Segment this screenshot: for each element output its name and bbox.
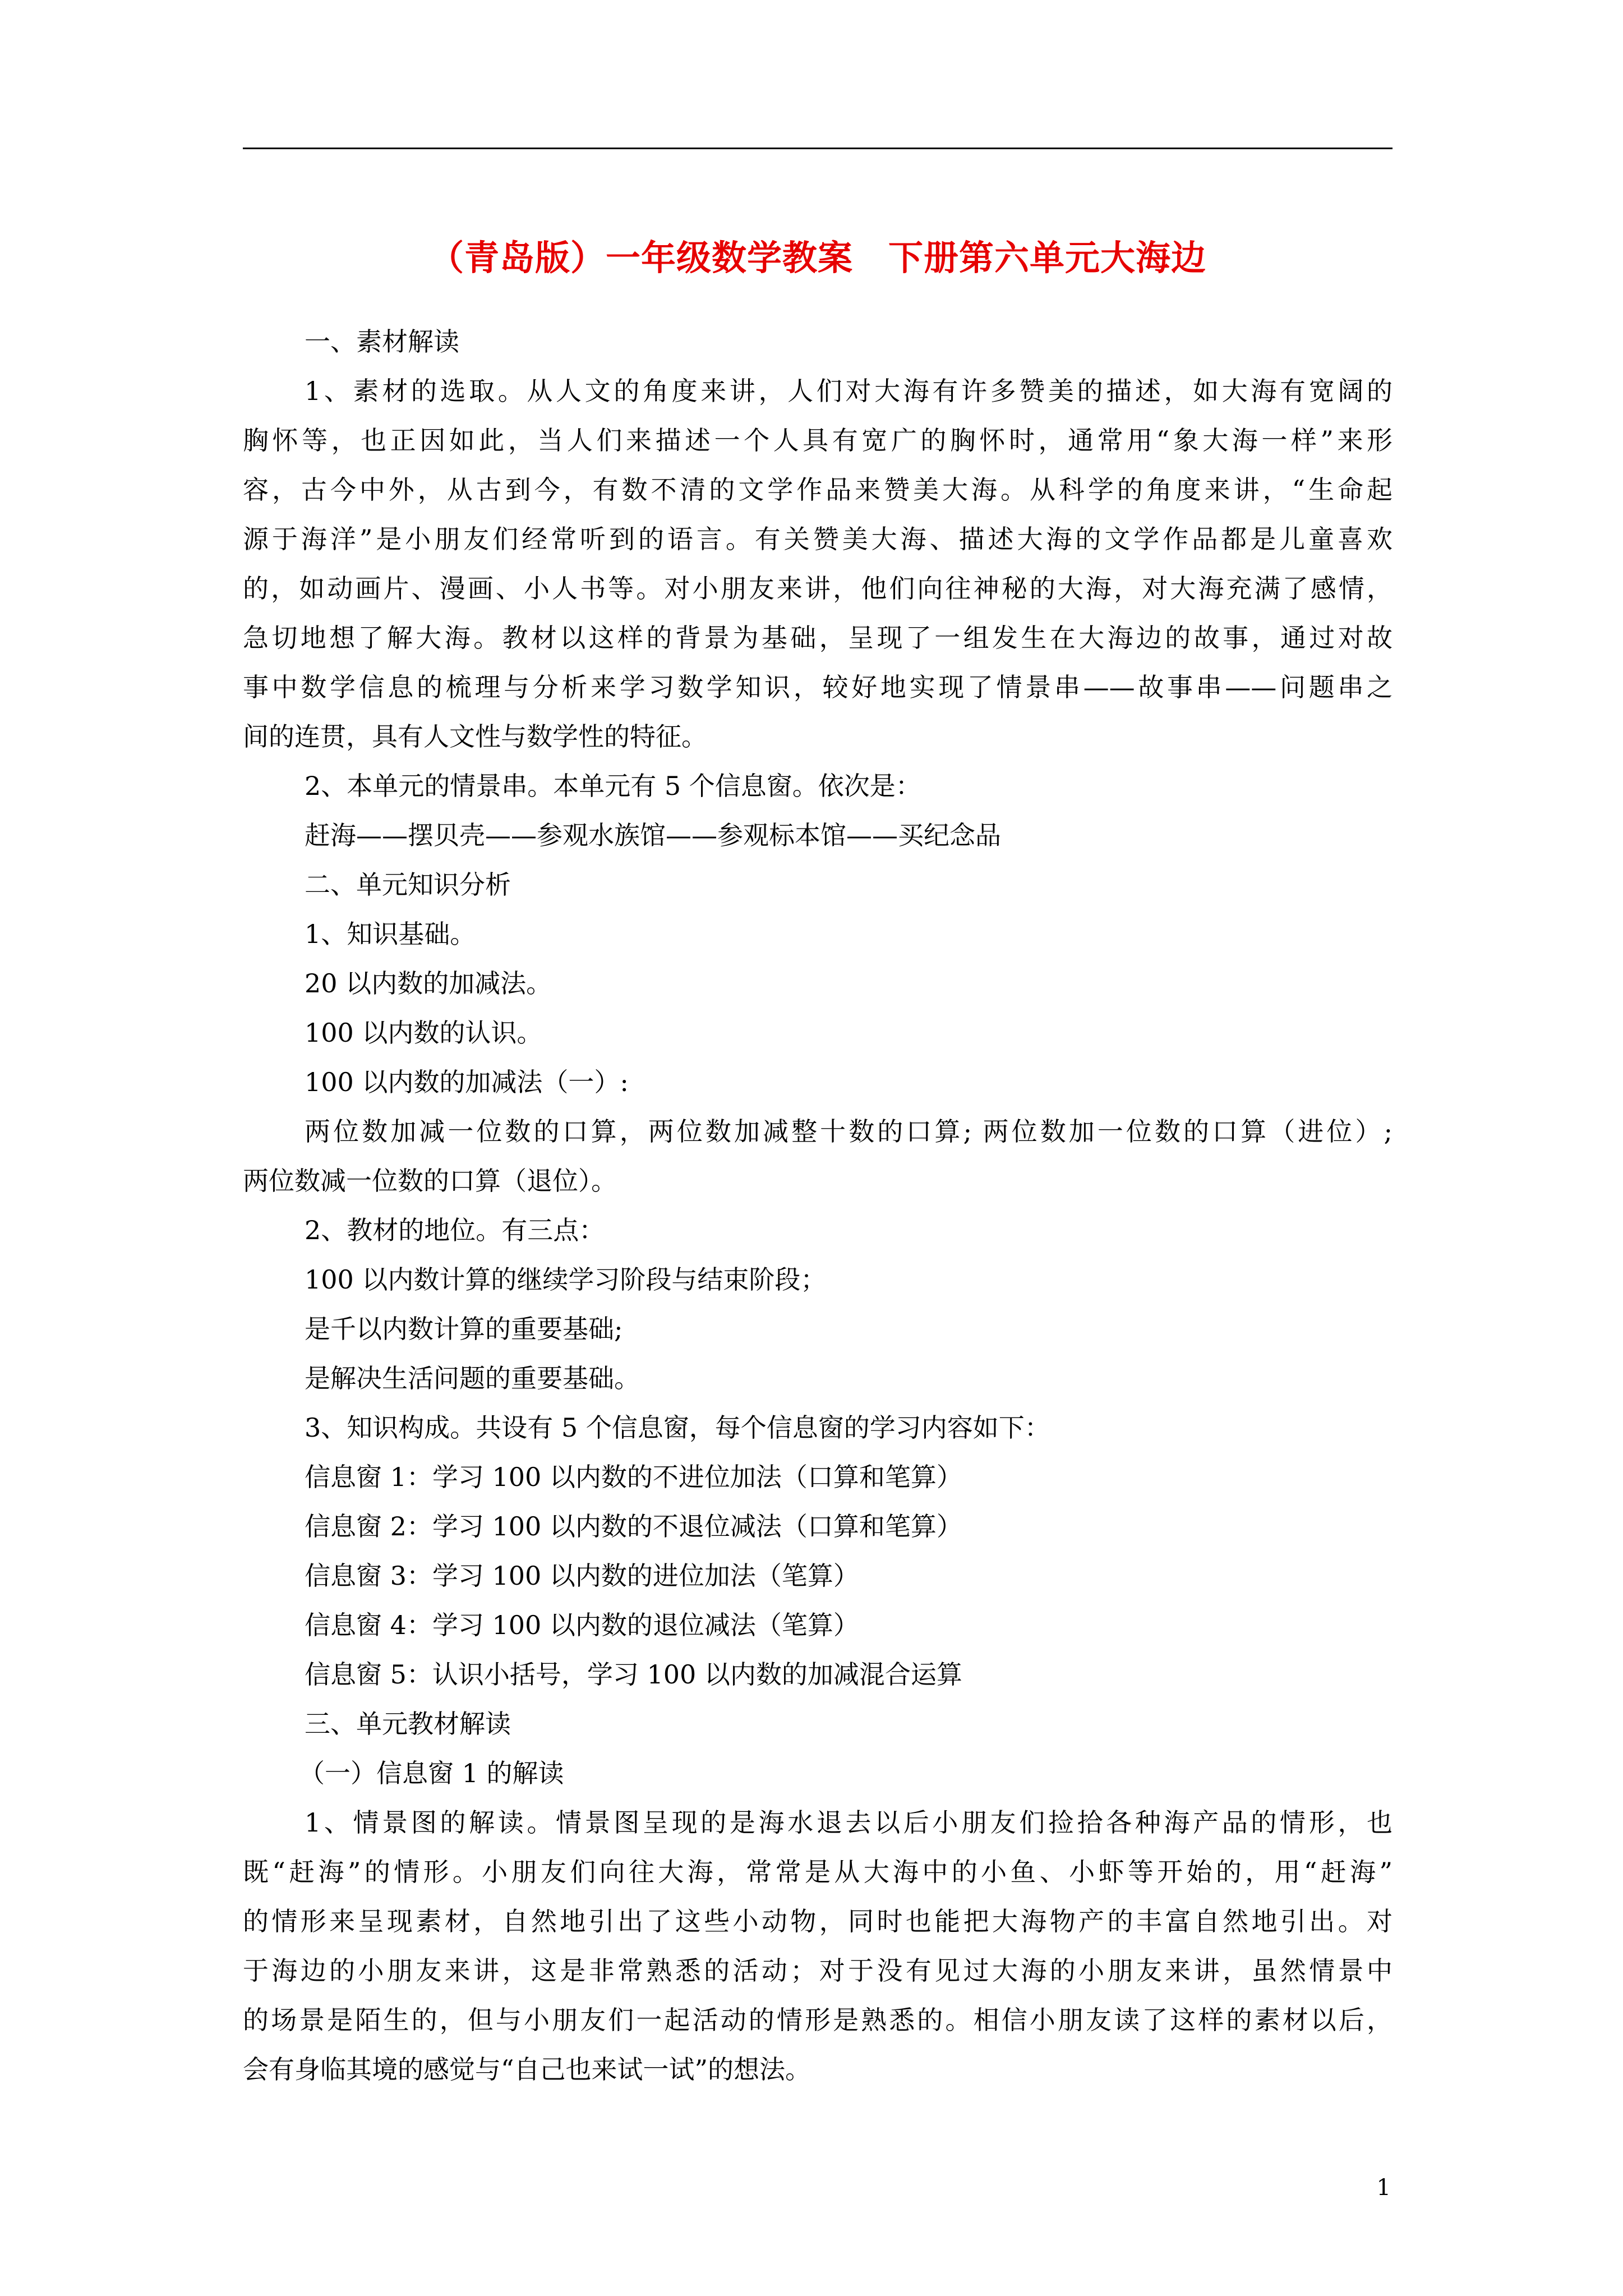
paragraph-line: 是千以内数计算的重要基础; [305,1314,623,1344]
paragraph-line: 于海边的小朋友来讲，这是非常熟悉的活动；对于没有见过大海的小朋友来讲，虽然情景中 [243,1955,1393,1986]
list-item: 信息窗 5：认识小括号，学习 100 以内数的加减混合运算 [305,1659,962,1690]
paragraph-line: 会有身临其境的感觉与“自己也来试一试”的想法。 [243,2054,811,2085]
header-rule [243,148,1393,149]
paragraph-line: 20 以内数的加减法。 [305,968,552,999]
paragraph-line: 的情形来呈现素材，自然地引出了这些小动物，同时也能把大海物产的丰富自然地引出。对 [243,1906,1393,1936]
list-item: 信息窗 1：学习 100 以内数的不进位加法（口算和笔算） [305,1462,962,1492]
list-item: 信息窗 3：学习 100 以内数的进位加法（笔算） [305,1561,859,1591]
paragraph-line: 的场景是陌生的，但与小朋友们一起活动的情形是熟悉的。相信小朋友读了这样的素材以后， [243,2005,1393,2035]
section-heading: 三、单元教材解读 [305,1709,511,1739]
paragraph-line: 3、知识构成。共设有 5 个信息窗，每个信息窗的学习内容如下： [305,1412,1050,1443]
document-body [243,317,1393,2094]
paragraph-line: 100 以内数的加减法（一）: [305,1067,629,1097]
paragraph-line: 1、情景图的解读。情景图呈现的是海水退去以后小朋友们捡拾各种海产品的情形，也 [305,1807,1393,1838]
paragraph-line: 源于海洋”是小朋友们经常听到的语言。有关赞美大海、描述大海的文学作品都是儿童喜欢 [243,524,1393,554]
paragraph-line: 100 以内数计算的继续学习阶段与结束阶段； [305,1264,827,1295]
paragraph-line: 胸怀等，也正因如此，当人们来描述一个人具有宽广的胸怀时，通常用“象大海一样”来形 [243,425,1393,455]
paragraph-line: 事中数学信息的梳理与分析来学习数学知识，较好地实现了情景串——故事串——问题串之 [243,672,1393,702]
paragraph-line: 既“赶海”的情形。小朋友们向往大海，常常是从大海中的小鱼、小虾等开始的，用“赶海” [243,1857,1393,1887]
page-number: 1 [1376,2175,1391,2201]
paragraph-line: 2、本单元的情景串。本单元有 5 个信息窗。依次是： [305,771,921,801]
section-heading: 二、单元知识分析 [305,869,511,900]
paragraph-line: 2、教材的地位。有三点： [305,1215,605,1245]
paragraph-line: 的，如动画片、漫画、小人书等。对小朋友来讲，他们向往神秘的大海，对大海充满了感情， [243,573,1393,604]
paragraph-line: 是解决生活问题的重要基础。 [305,1363,640,1393]
paragraph-line: 急切地想了解大海。教材以这样的背景为基础，呈现了一组发生在大海边的故事，通过对故 [243,623,1393,653]
list-item: 信息窗 2：学习 100 以内数的不退位减法（口算和笔算） [305,1511,962,1542]
paragraph-line: 间的连贯，具有人文性与数学性的特征。 [243,721,707,752]
paragraph-line: 容，古今中外，从古到今，有数不清的文学作品来赞美大海。从科学的角度来讲，“生命起 [243,475,1393,505]
section-heading: 一、素材解读 [305,326,459,357]
subsection-heading: （一）信息窗 1 的解读 [299,1758,564,1788]
list-item: 信息窗 4：学习 100 以内数的退位减法（笔算） [305,1610,859,1640]
document-title: （青岛版）一年级数学教案 下册第六单元大海边 [428,237,1206,278]
paragraph-line: 1、素材的选取。从人文的角度来讲，人们对大海有许多赞美的描述，如大海有宽阔的 [305,376,1393,406]
paragraph-line: 赶海——摆贝壳——参观水族馆——参观标本馆——买纪念品 [305,820,1001,850]
paragraph-line: 100 以内数的认识。 [305,1018,543,1048]
paragraph-line: 1、知识基础。 [305,919,476,949]
paragraph-line: 两位数加减一位数的口算，两位数加减整十数的口算; 两位数加一位数的口算（进位）; [305,1116,1393,1147]
paragraph-line: 两位数减一位数的口算（退位）。 [243,1166,617,1196]
